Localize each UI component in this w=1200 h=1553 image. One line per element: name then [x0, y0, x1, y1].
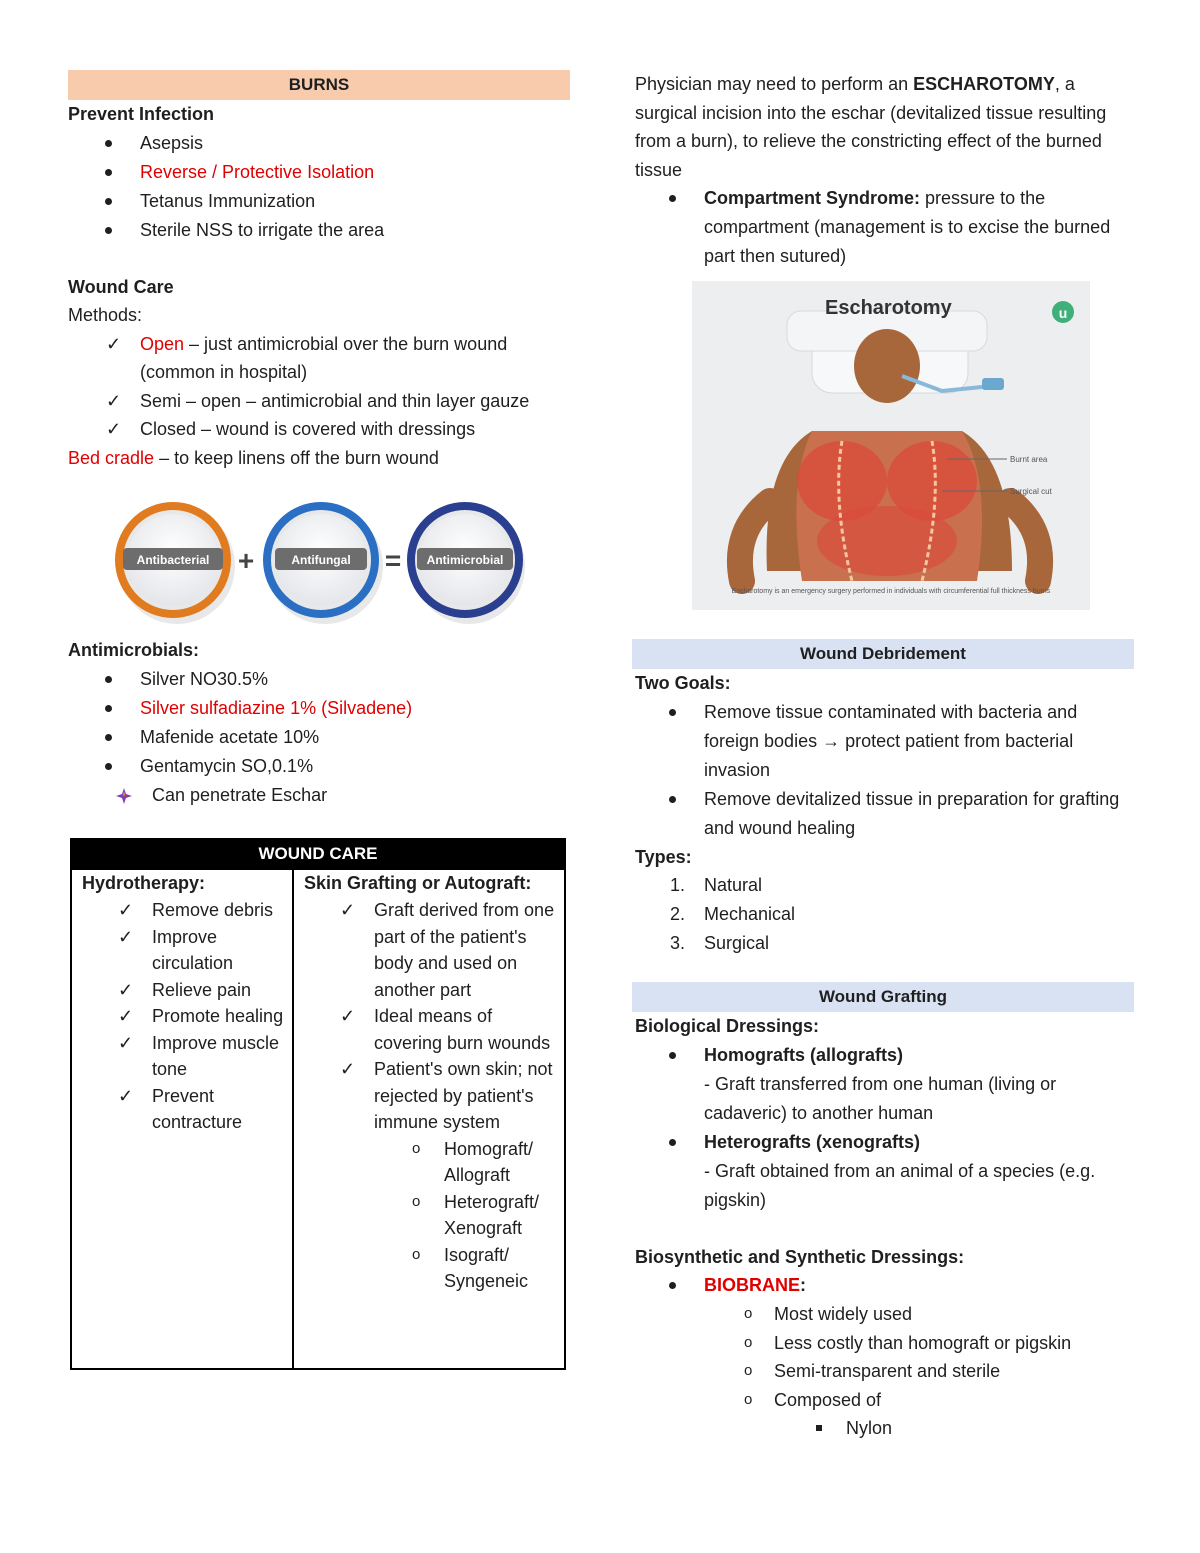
homografts-desc: - Graft transferred from one human (living or cadaveric) to another human [704, 1073, 1057, 1123]
item-text: Improve circulation [152, 926, 234, 973]
escharotomy-figure [692, 281, 1090, 610]
list-item [632, 900, 1134, 929]
bed-cradle [68, 444, 570, 473]
bed-cradle-key: Bed cradle [68, 447, 155, 468]
biobrane-term: BIOBRANE [704, 1275, 801, 1295]
list-item [294, 1003, 564, 1056]
item-text: Composed of [774, 1389, 882, 1410]
item-text: Heterograft/ Xenograft [444, 1191, 540, 1238]
burnt-area-label: Burnt area [1010, 455, 1048, 464]
list-item [632, 1128, 1134, 1215]
figure-title: Escharotomy [825, 297, 952, 319]
method-text: – just antimicrobial over the burn wound (common in hospital) [140, 333, 508, 382]
circle-bullet-icon: o [744, 1305, 753, 1322]
methods-list [68, 330, 570, 444]
item-text: Mechanical [704, 904, 796, 924]
hydrotherapy-title: Hydrotherapy: [82, 873, 206, 893]
intro-text: , a surgical incision into the eschar (devitalized tissue resulting from a burn), to relieve the constricting effect of the burned tissue [635, 74, 1107, 180]
prevent-infection-list [68, 129, 570, 245]
list-item [72, 1003, 292, 1030]
check-icon: ✓ [118, 926, 134, 947]
item-text: Relieve pain [152, 979, 252, 1000]
graft-type-list [294, 1136, 564, 1295]
antibacterial-label: Antibacterial [136, 553, 210, 567]
check-icon: ✓ [106, 333, 122, 354]
list-item [632, 1041, 1134, 1128]
list-item: Gentamycin SO,0.1% [68, 752, 570, 781]
wound-care-table [70, 838, 566, 1370]
goals-list [632, 698, 1134, 843]
hydrotherapy-list [72, 897, 292, 1136]
list-item [72, 1083, 292, 1136]
check-icon: ✓ [106, 390, 122, 411]
circle-bullet-icon: o [412, 1245, 421, 1263]
list-item [294, 1242, 564, 1295]
skin-grafting-list [294, 897, 564, 1136]
table-header: WOUND CARE [71, 839, 565, 869]
grafting-header: Wound Grafting [632, 982, 1134, 1012]
left-column [68, 70, 570, 472]
list-item [294, 1056, 564, 1136]
right-column [632, 70, 1134, 271]
list-item [632, 1300, 1134, 1329]
hydrotherapy-cell [71, 869, 293, 1369]
grafting-section [632, 982, 1134, 1443]
surgical-cut-label: Surgical cut [1010, 487, 1052, 496]
synthetic-list [632, 1271, 1134, 1300]
list-item [72, 897, 292, 924]
list-item [294, 897, 564, 1003]
item-text: Promote healing [152, 1006, 284, 1026]
check-icon: ✓ [118, 1085, 134, 1106]
note-text: Can penetrate Eschar [152, 784, 328, 805]
intro-text: Physician may need to perform an [635, 74, 914, 94]
plus-sign: + [237, 545, 255, 576]
methods-label: Methods: [68, 305, 143, 325]
biological-dressings-title: Biological Dressings: [635, 1016, 820, 1036]
check-icon: ✓ [118, 1006, 134, 1026]
check-icon: ✓ [340, 900, 356, 920]
check-icon: ✓ [118, 1032, 134, 1053]
figure-caption: Escharotomy is an emergency surgery performed in individuals with circumferential full thickness burns [731, 588, 1051, 595]
head [854, 329, 920, 403]
antimicrobials-list [68, 665, 570, 781]
debridement-header: Wound Debridement [632, 639, 1134, 669]
antifungal-label: Antifungal [291, 553, 351, 567]
wound-care-title: Wound Care [68, 276, 174, 297]
item-text: Surgical [704, 933, 770, 953]
compartment-list [632, 184, 1134, 271]
circle-bullet-icon: o [412, 1192, 421, 1210]
colon: : [800, 1275, 807, 1295]
item-text: Most widely used [774, 1304, 913, 1324]
antimicrobials-title: Antimicrobials: [68, 640, 200, 660]
star-bullet-icon [116, 788, 132, 804]
list-item [72, 977, 292, 1004]
list-item [68, 387, 570, 416]
list-item [68, 330, 570, 387]
svg-text:u: u [1058, 305, 1068, 321]
item-text: Ideal means of covering burn wounds [374, 1006, 551, 1053]
item-text: Graft derived from one part of the patient's body and used on another part [374, 900, 555, 1000]
list-item: Reverse / Protective Isolation [68, 158, 570, 187]
list-item: Asepsis [68, 129, 570, 158]
types-list [632, 871, 1134, 958]
antimicrobials-section [68, 636, 570, 810]
equals-sign: = [384, 545, 402, 576]
list-item [72, 924, 292, 977]
item-text: Homograft/ Allograft [444, 1138, 534, 1185]
item-number: 1. [670, 875, 686, 895]
check-icon: ✓ [118, 900, 134, 920]
eschar-note [68, 781, 570, 810]
biobrane-list [632, 1300, 1134, 1414]
skin-grafting-cell [293, 869, 565, 1369]
list-item [632, 1357, 1134, 1386]
heterografts-desc: - Graft obtained from an animal of a species (e.g. pigskin) [704, 1160, 1096, 1210]
list-item [632, 871, 1134, 900]
compartment-text: pressure to the compartment (management is to excise the burned part then sutured) [704, 188, 1111, 266]
list-item [294, 1189, 564, 1242]
method-text: Closed – wound is covered with dressings [140, 419, 476, 439]
list-item: Sterile NSS to irrigate the area [68, 216, 570, 245]
list-item [632, 1271, 1134, 1300]
list-item: Mafenide acetate 10% [68, 723, 570, 752]
list-item: Silver NO30.5% [68, 665, 570, 694]
item-text: Less costly than homograft or pigskin [774, 1332, 1072, 1353]
circle-bullet-icon: o [744, 1333, 753, 1351]
antimicrobial-diagram [105, 498, 525, 630]
check-icon: ✓ [118, 979, 134, 1000]
compartment-key: Compartment Syndrome: [704, 188, 921, 208]
item-text: Semi-transparent and sterile [774, 1361, 1001, 1381]
escharotomy-intro [632, 70, 1134, 184]
item-number: 3. [670, 933, 686, 953]
debridement-section [632, 639, 1134, 958]
item-number: 2. [670, 904, 686, 924]
list-item [632, 1329, 1134, 1358]
list-item [68, 415, 570, 444]
item-text: Prevent contracture [152, 1085, 243, 1132]
item-text: Patient's own skin; not rejected by patient's immune system [374, 1059, 553, 1132]
antimicrobial-label: Antimicrobial [426, 553, 504, 567]
types-title: Types: [635, 846, 692, 867]
list-item: Silver sulfadiazine 1% (Silvadene) [68, 694, 570, 723]
method-text: Semi – open – antimicrobial and thin layer gauze [140, 390, 530, 411]
item-text: Isograft/ Syngeneic [444, 1244, 529, 1291]
item-text: Remove debris [152, 900, 274, 920]
list-item: Tetanus Immunization [68, 187, 570, 216]
list-item [632, 184, 1134, 271]
list-item [72, 1030, 292, 1083]
item-text: Natural [704, 875, 763, 895]
list-item: Remove devitalized tissue in preparation for grafting and wound healing [632, 785, 1134, 843]
homografts-title: Homografts (allografts) [704, 1044, 904, 1065]
list-item: Remove tissue contaminated with bacteria and foreign bodies → protect patient from bacterial invasion [632, 698, 1134, 785]
circle-bullet-icon: o [412, 1139, 421, 1157]
prevent-infection-title: Prevent Infection [68, 104, 215, 124]
nylon-item: Nylon [632, 1414, 1134, 1443]
bed-cradle-text: – to keep linens off the burn wound [154, 447, 439, 468]
circle-bullet-icon: o [744, 1390, 753, 1408]
biological-list [632, 1041, 1134, 1215]
list-item [632, 1386, 1134, 1415]
synthetic-dressings-title: Biosynthetic and Synthetic Dressings: [635, 1246, 965, 1267]
list-item [632, 929, 1134, 958]
check-icon: ✓ [106, 419, 122, 439]
circle-bullet-icon: o [744, 1362, 753, 1379]
item-text: Improve muscle tone [152, 1032, 280, 1079]
skin-grafting-title: Skin Grafting or Autograft: [304, 873, 532, 893]
list-item [294, 1136, 564, 1189]
burns-header: BURNS [68, 70, 570, 100]
escharotomy-term: ESCHAROTOMY [913, 74, 1055, 94]
method-key: Open [140, 333, 185, 354]
two-goals-title: Two Goals: [635, 673, 731, 693]
check-icon: ✓ [340, 1006, 356, 1026]
heterografts-title: Heterografts (xenografts) [704, 1131, 921, 1152]
check-icon: ✓ [340, 1059, 356, 1079]
